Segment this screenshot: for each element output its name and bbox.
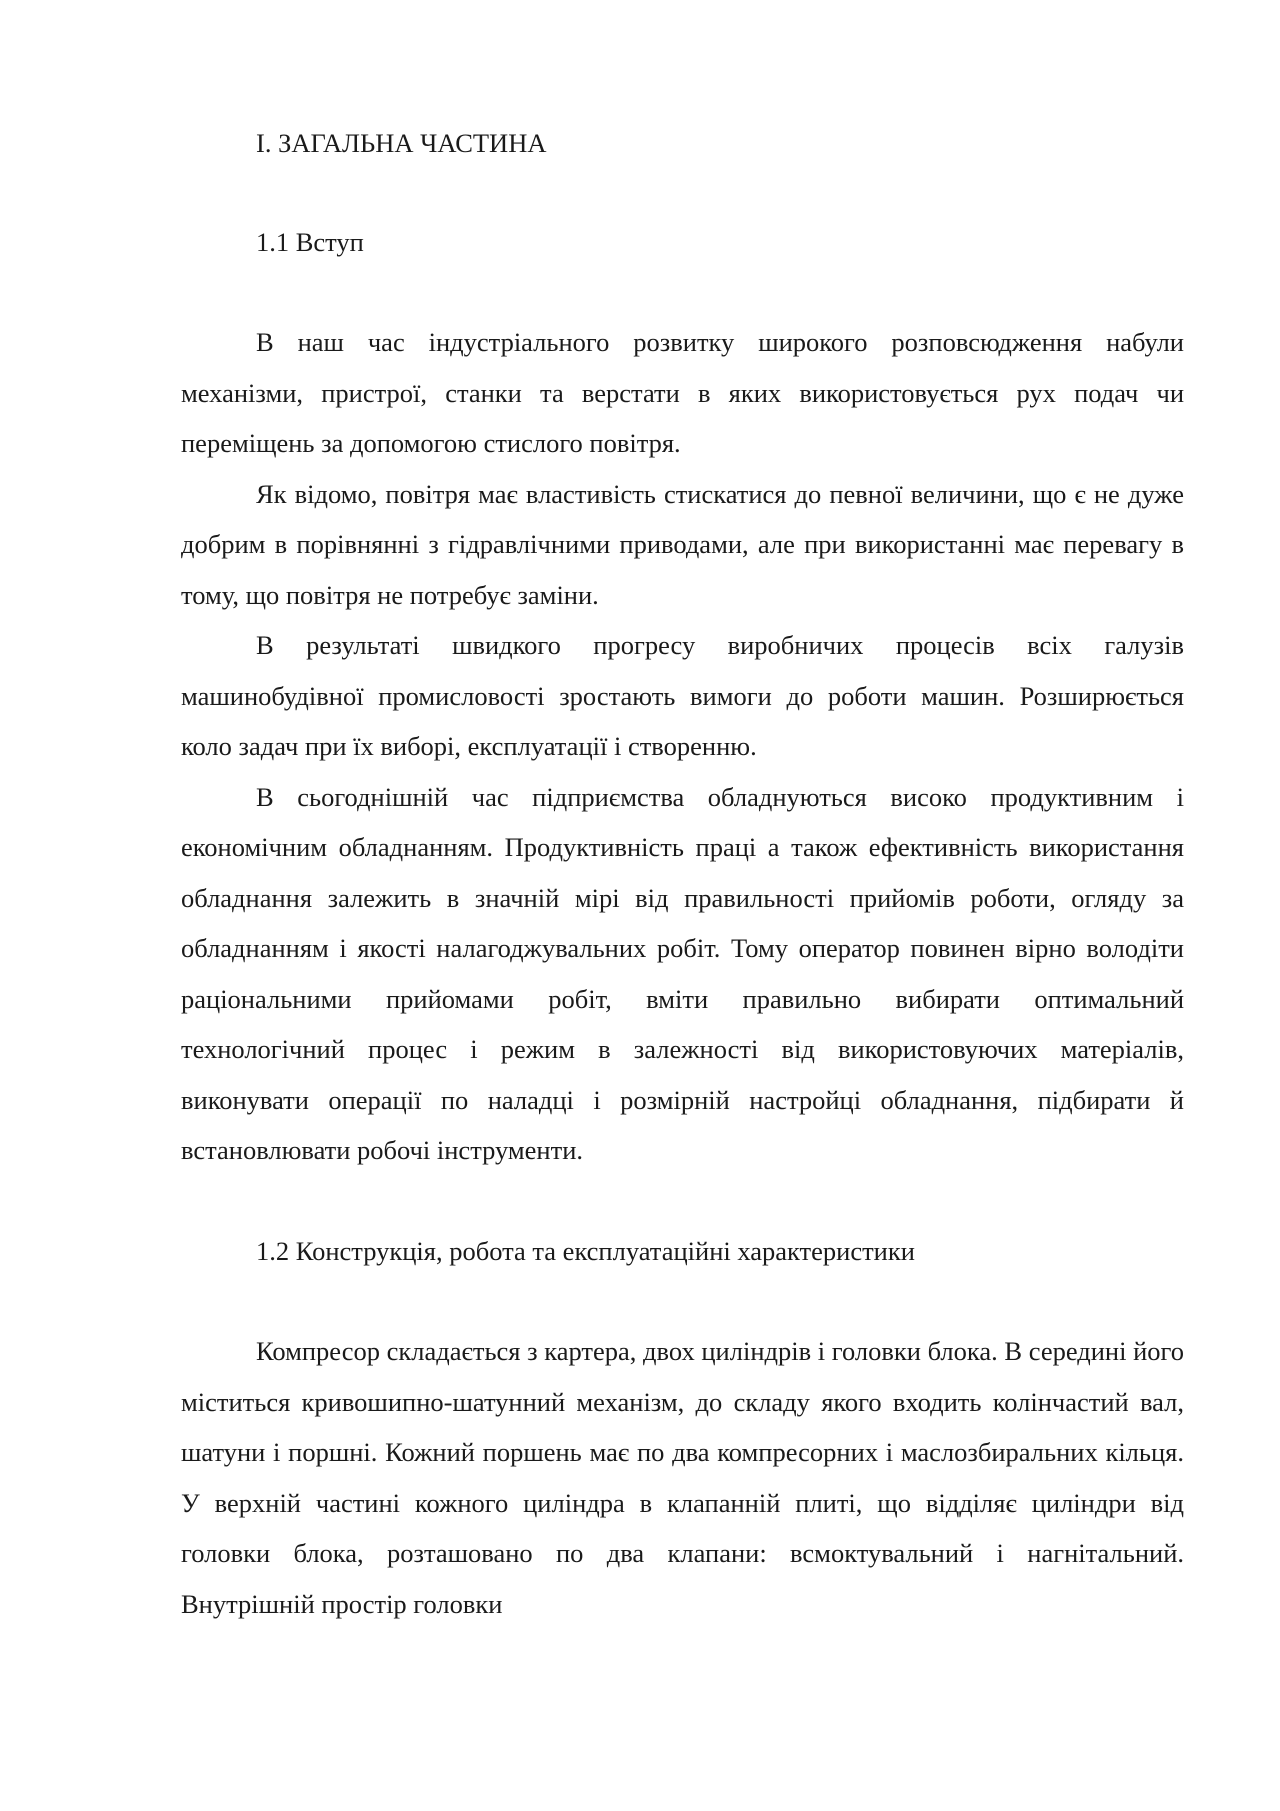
paragraph: В наш час індустріального розвитку широкого розповсюдження набули механізми, пристрої, станки та верстати в яких використовується рух подач чи переміщень за допомогою стислого повітря. — [181, 327, 1184, 458]
chapter-title: I. ЗАГАЛЬНА ЧАСТИНА — [256, 128, 547, 158]
paragraph: В результаті швидкого прогресу виробничих процесів всіх галузів машинобудівної промисловості зростають вимоги до роботи машин. Розширюється коло задач при їх виборі, експлуатації і створенню. — [181, 630, 1184, 761]
section-title-intro: 1.1 Вступ — [256, 226, 364, 257]
paragraph: Компресор складається з картера, двох циліндрів і головки блока. В середині його міститься кривошипно-шатунний механізм, до складу якого входить колінчастий вал, шатуни і поршні. Кожний поршень має по два компресорних і маслозбиральних кільця. У верхній частині кожного циліндра в клапанній плиті, що відділяє циліндри від головки блока, розташовано по два клапани: всмоктувальний і нагнітальний. Внутрішній простір головки — [181, 1336, 1184, 1619]
paragraph: В сьогоднішній час підприємства обладнуються високо продуктивним і економічним обладнанням. Продуктивність праці а також ефективність використання обладнання залежить в значній мірі від правильності прийомів роботи, огляду за обладнанням і якості налагоджувальних робіт. Тому оператор повинен вірно володіти раціональними прийомами робіт, вміти правильно вибирати оптимальний технологічний процес і режим в залежності від використовуючих матеріалів, виконувати операції по наладці і розмірній настройці обладнання, підбирати й встановлювати робочі інструменти. — [181, 781, 1184, 1165]
document-body — [181, 118, 1184, 1629]
paragraph: Як відомо, повітря має властивість стискатися до певної величини, що є не дуже добрим в порівнянні з гідравлічними приводами, але при використанні має перевагу в тому, що повітря не потребує заміни. — [181, 478, 1184, 610]
section-title-construction: 1.2 Конструкція, робота та експлуатаційні характеристики — [256, 1235, 915, 1266]
